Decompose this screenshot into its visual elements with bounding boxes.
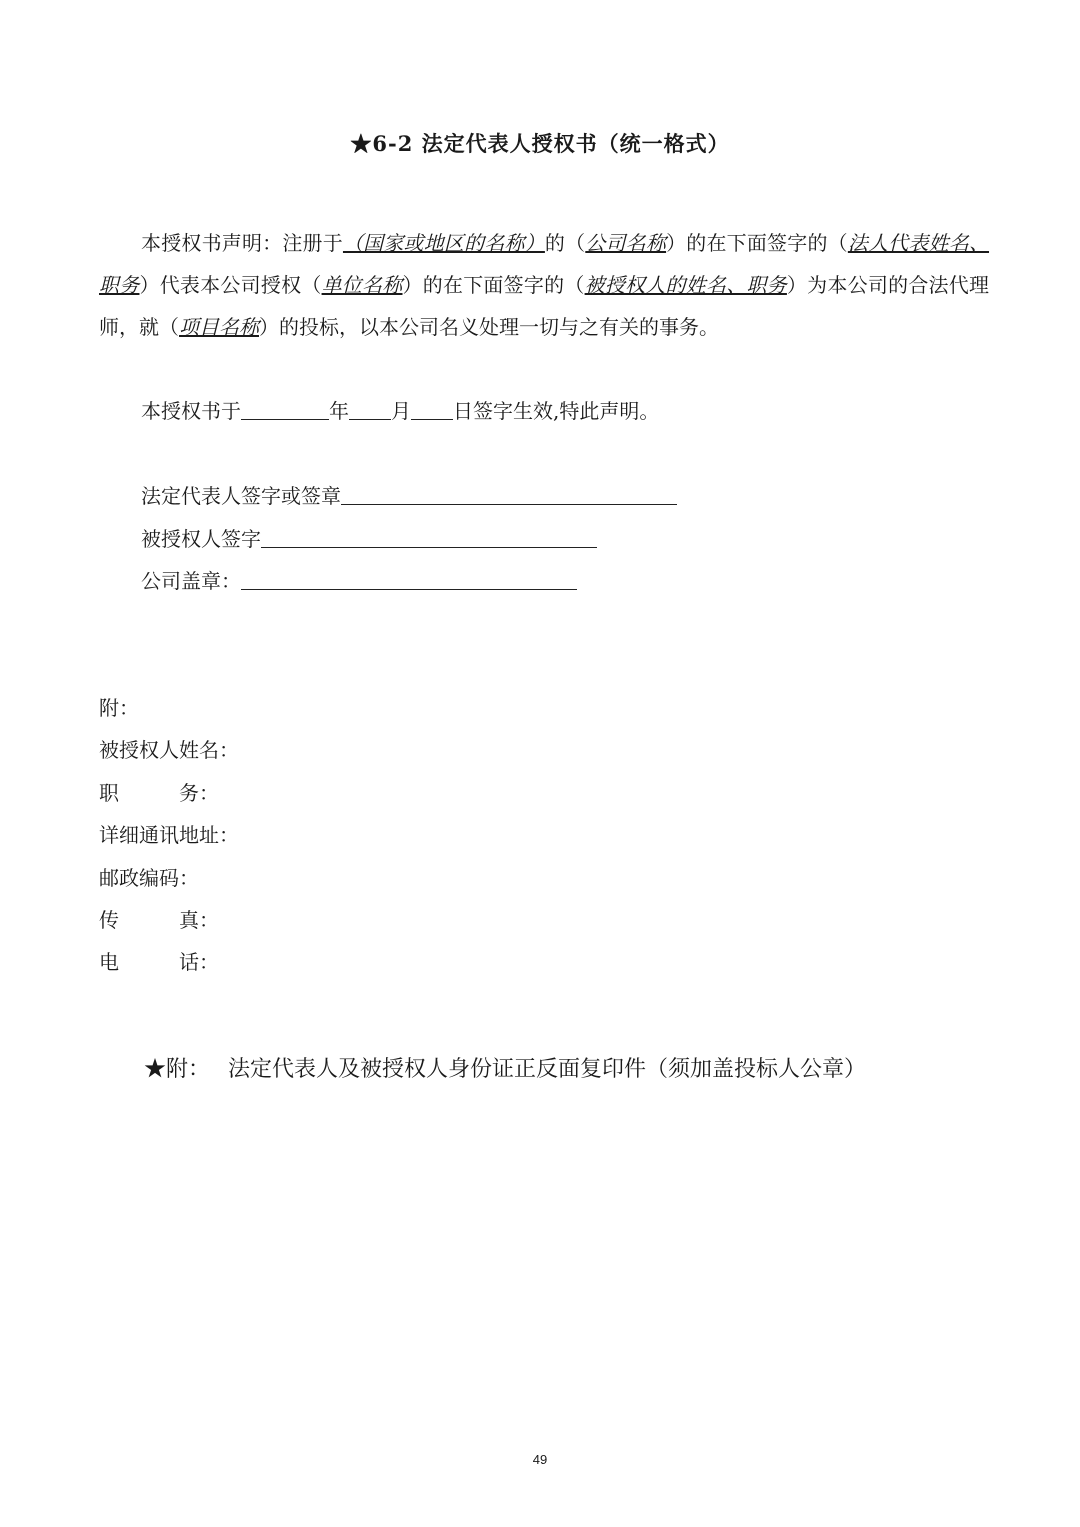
field-fax: 传 真：	[99, 908, 219, 932]
field-authorized-name: 被授权人姓名：	[99, 738, 239, 762]
statement-text: ）为本公司的合法代理师，就（	[99, 273, 990, 339]
placeholder-project-name: 项目名称	[179, 315, 259, 339]
year-blank[interactable]	[241, 397, 329, 420]
placeholder-company-name: 公司名称	[585, 231, 667, 255]
placeholder-unit-name: 单位名称	[321, 273, 403, 297]
field-phone: 电 话：	[99, 950, 219, 974]
authorization-statement	[99, 222, 989, 348]
month-blank[interactable]	[349, 397, 391, 420]
legal-rep-signature-blank[interactable]	[341, 482, 677, 505]
statement-text: 本授权书声明：注册于	[141, 231, 343, 255]
company-seal-blank[interactable]	[241, 567, 577, 590]
placeholder-country: （国家或地区的名称）	[342, 231, 545, 255]
effective-prefix: 本授权书于	[141, 399, 241, 423]
attachment-heading: 附：	[99, 696, 139, 720]
page-number: 49	[532, 1452, 548, 1467]
field-postcode: 邮政编码：	[99, 866, 199, 890]
effective-date-line	[141, 396, 659, 426]
document-title: ★6-2 法定代表人授权书（统一格式）	[350, 131, 730, 156]
year-label: 年	[329, 399, 349, 423]
effective-suffix: 日签字生效,特此声明。	[453, 399, 660, 423]
statement-text: ）代表本公司授权（	[139, 273, 322, 297]
legal-rep-signature-label: 法定代表人签字或签章	[141, 484, 341, 508]
company-seal-line	[141, 566, 577, 596]
statement-text: ）的在下面签字的（	[402, 273, 585, 297]
authorized-signature-line	[141, 524, 597, 554]
day-blank[interactable]	[411, 397, 453, 420]
id-copy-note-text: 法定代表人及被授权人身份证正反面复印件（须加盖投标人公章）	[228, 1057, 867, 1082]
id-copy-note	[144, 1054, 866, 1086]
id-copy-note-label: ★附：	[144, 1057, 211, 1082]
field-address: 详细通讯地址：	[99, 823, 239, 847]
statement-text: ）的在下面签字的（	[666, 231, 848, 255]
placeholder-legal-rep: 法人代表姓名、职务	[99, 231, 990, 297]
statement-text: ）的投标，以本公司名义处理一切与之有关的事务。	[259, 315, 719, 339]
month-label: 月	[391, 399, 411, 423]
company-seal-label: 公司盖章：	[141, 569, 241, 593]
placeholder-authorized-person: 被授权人的姓名、职务	[584, 273, 787, 297]
legal-rep-signature-line	[141, 481, 677, 511]
statement-text: 的（	[544, 231, 586, 255]
field-position: 职 务：	[99, 781, 219, 805]
authorized-signature-blank[interactable]	[261, 525, 597, 548]
authorized-signature-label: 被授权人签字	[141, 527, 261, 551]
